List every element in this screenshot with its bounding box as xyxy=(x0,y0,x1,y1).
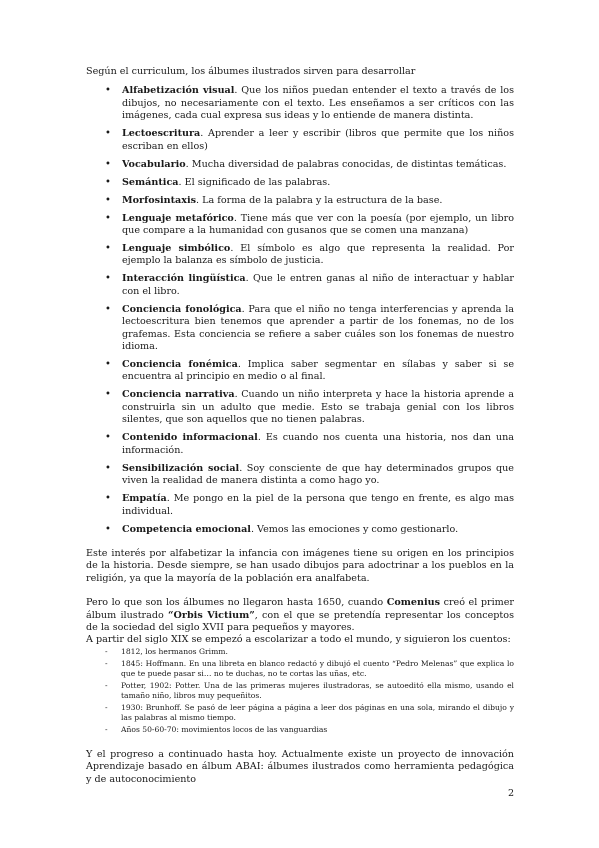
spacer xyxy=(86,585,514,597)
item-text: . El símbolo es algo que representa la realidad. Por ejemplo la balanza es símbolo de justicia. xyxy=(122,243,514,267)
item-text: . La forma de la palabra y la estructura de la base. xyxy=(196,194,443,206)
bullet-icon: • xyxy=(105,273,111,285)
bullet-icon: • xyxy=(105,359,111,371)
progress-paragraph: Y el progreso a continuado hasta hoy. Actualmente existe un proyecto de innovación Aprendizaje basado en álbum ABAI: álbumes ilustrados como herramienta pedagógica y de autoconocimiento xyxy=(86,748,514,785)
intro-text: Según el curriculum, los álbumes ilustrados sirven para desarrollar xyxy=(86,66,416,77)
item-text: . Tiene más que ver con la poesía (por ejemplo, un libro que compare a la humanidad con gusanos que se comen una manzana) xyxy=(122,212,514,237)
list-item xyxy=(86,304,514,354)
list-item xyxy=(86,177,514,189)
history-item-text: 1812, los hermanos Grimm. xyxy=(121,646,228,656)
item-term: Lenguaje metafórico xyxy=(122,212,234,224)
item-text: . Mucha diversidad de palabras conocidas, de distintas temáticas. xyxy=(185,158,507,170)
list-item xyxy=(86,389,514,426)
item-term: Conciencia fonémica xyxy=(122,359,238,371)
bullet-icon: • xyxy=(105,212,111,224)
list-item xyxy=(86,463,514,488)
item-text: . Implica saber segmentar en sílabas y saber si se encuentra al principio en medio o al final. xyxy=(122,359,515,383)
item-term: Empatía xyxy=(122,493,167,505)
item-text: . Soy consciente de que hay determinados grupos que viven la realidad de manera distinta a como hago yo. xyxy=(122,462,514,487)
page-number: 2 xyxy=(508,788,515,799)
history-list xyxy=(86,647,514,736)
item-term: Alfabetización visual xyxy=(122,85,235,97)
item-term: Sensibilización social xyxy=(122,462,240,474)
history-item xyxy=(86,725,514,735)
list-item xyxy=(86,159,514,171)
item-term: Interacción lingüística xyxy=(122,273,246,285)
history-item-text: 1930: Brunhoff. Se pasó de leer página a página a leer dos páginas en una sola, mirando el dibujo y las palabras al mismo tiempo. xyxy=(121,702,514,723)
item-term: Vocabulario xyxy=(122,158,186,170)
history-item-text: Potter, 1902: Potter. Una de las primeras mujeres ilustradoras, se autoeditó ella mismo, usando el tamaño niño, libros muy pequeñitos. xyxy=(121,680,514,701)
item-text: . Cuando un niño interpreta y hace la historia aprende a construirla sin un adulto que medie. Esto se trabaja genial con los libros silentes, que son aquellos que no tienen palabras. xyxy=(122,389,514,426)
dash-icon: - xyxy=(105,680,108,690)
item-term: Conciencia narrativa xyxy=(122,389,235,401)
bullet-icon: • xyxy=(105,158,111,170)
interest-paragraph: Este interés por alfabetizar la infancia con imágenes tiene su origen en los principios de la historia. Desde siempre, se han usado dibujos para adoctrinar a los pueblos en la religión, ya que la mayoría de la población era analfabeta. xyxy=(86,547,514,584)
history-item-text: 1845: Hoffmann. En una libreta en blanco redactó y dibujó el cuento “Pedro Melenas” que explica lo que te puede pasar si… no te duchas, no te cortas las uñas, etc. xyxy=(121,658,514,678)
dash-icon: - xyxy=(105,646,108,656)
bullet-icon: • xyxy=(105,85,111,97)
item-text: . Es cuando nos cuenta una historia, nos dan una información. xyxy=(122,432,515,456)
history-part2: creó el primer álbum ilustrado xyxy=(86,597,514,621)
item-text: . Vemos las emociones y como gestionarlo. xyxy=(250,523,459,535)
item-text: . Me pongo en la piel de la persona que tengo en frente, es algo mas individual. xyxy=(122,493,514,517)
spacer xyxy=(86,737,514,749)
list-item xyxy=(86,213,514,238)
list-item xyxy=(86,273,514,298)
item-term: Morfosintaxis xyxy=(122,194,197,206)
item-term: Competencia emocional xyxy=(122,523,251,535)
bullet-icon: • xyxy=(105,389,111,401)
history-item xyxy=(86,647,514,657)
item-text: . Para que el niño no tenga interferencias y aprenda la lectoescritura bien tenemos que aprender a partir de los fonemas, no de los grafemas. Esta conciencia se refiere a saber cuáles son los fonemas de nuestro idioma. xyxy=(122,303,514,353)
history-part3: , con el que se pretendía representar los conceptos de la sociedad del siglo XVII para pequeños y mayores. xyxy=(86,609,514,633)
list-item xyxy=(86,128,514,153)
bullet-icon: • xyxy=(105,194,111,206)
history-item xyxy=(86,703,514,724)
dash-icon: - xyxy=(105,725,108,735)
dash-icon: - xyxy=(105,702,108,712)
list-item xyxy=(86,243,514,268)
item-term: Lenguaje simbólico xyxy=(122,243,231,255)
item-term: Contenido informacional xyxy=(122,432,258,444)
item-text: . Aprender a leer y escribir (libros que permite que los niños escriban en ellos) xyxy=(122,128,514,152)
list-item xyxy=(86,359,514,384)
item-text: . Que los niños puedan entender el texto a través de los dibujos, no necesariamente con el texto. Les enseñamos a ser críticos con las imágenes, cada cual expresa sus ideas y lo entiende de manera distinta. xyxy=(122,85,515,122)
comenius-name: Comenius xyxy=(386,597,441,609)
bullet-icon: • xyxy=(105,493,111,505)
item-term: Lectoescritura xyxy=(122,128,201,140)
history-paragraph xyxy=(86,597,514,634)
item-text: . El significado de las palabras. xyxy=(178,176,331,188)
history-intro-line: A partir del siglo XIX se empezó a escolarizar a todo el mundo, y siguieron los cuentos: xyxy=(86,634,511,646)
bullet-icon: • xyxy=(105,462,111,474)
skills-list xyxy=(86,85,514,536)
document-page xyxy=(86,66,514,786)
list-item xyxy=(86,85,514,122)
dash-icon: - xyxy=(105,658,108,668)
list-item xyxy=(86,524,514,536)
bullet-icon: • xyxy=(105,432,111,444)
bullet-icon: • xyxy=(105,243,111,255)
bullet-icon: • xyxy=(105,523,111,535)
history-item-text: Años 50-60-70: movimientos locos de las vanguardias xyxy=(121,725,328,735)
bullet-icon: • xyxy=(105,176,111,188)
item-term: Conciencia fonológica xyxy=(122,303,242,315)
list-item xyxy=(86,195,514,207)
item-term: Semántica xyxy=(122,176,179,188)
list-item xyxy=(86,493,514,518)
orbis-title: “Orbis Victium” xyxy=(168,609,255,621)
history-item xyxy=(86,659,514,680)
history-part1: Pero lo que son los álbumes no llegaron hasta 1650, cuando xyxy=(86,597,387,609)
list-item xyxy=(86,432,514,457)
bullet-icon: • xyxy=(105,303,111,315)
item-text: . Que le entren ganas al niño de interactuar y hablar con el libro. xyxy=(122,273,515,297)
bullet-icon: • xyxy=(105,128,111,140)
history-item xyxy=(86,681,514,702)
